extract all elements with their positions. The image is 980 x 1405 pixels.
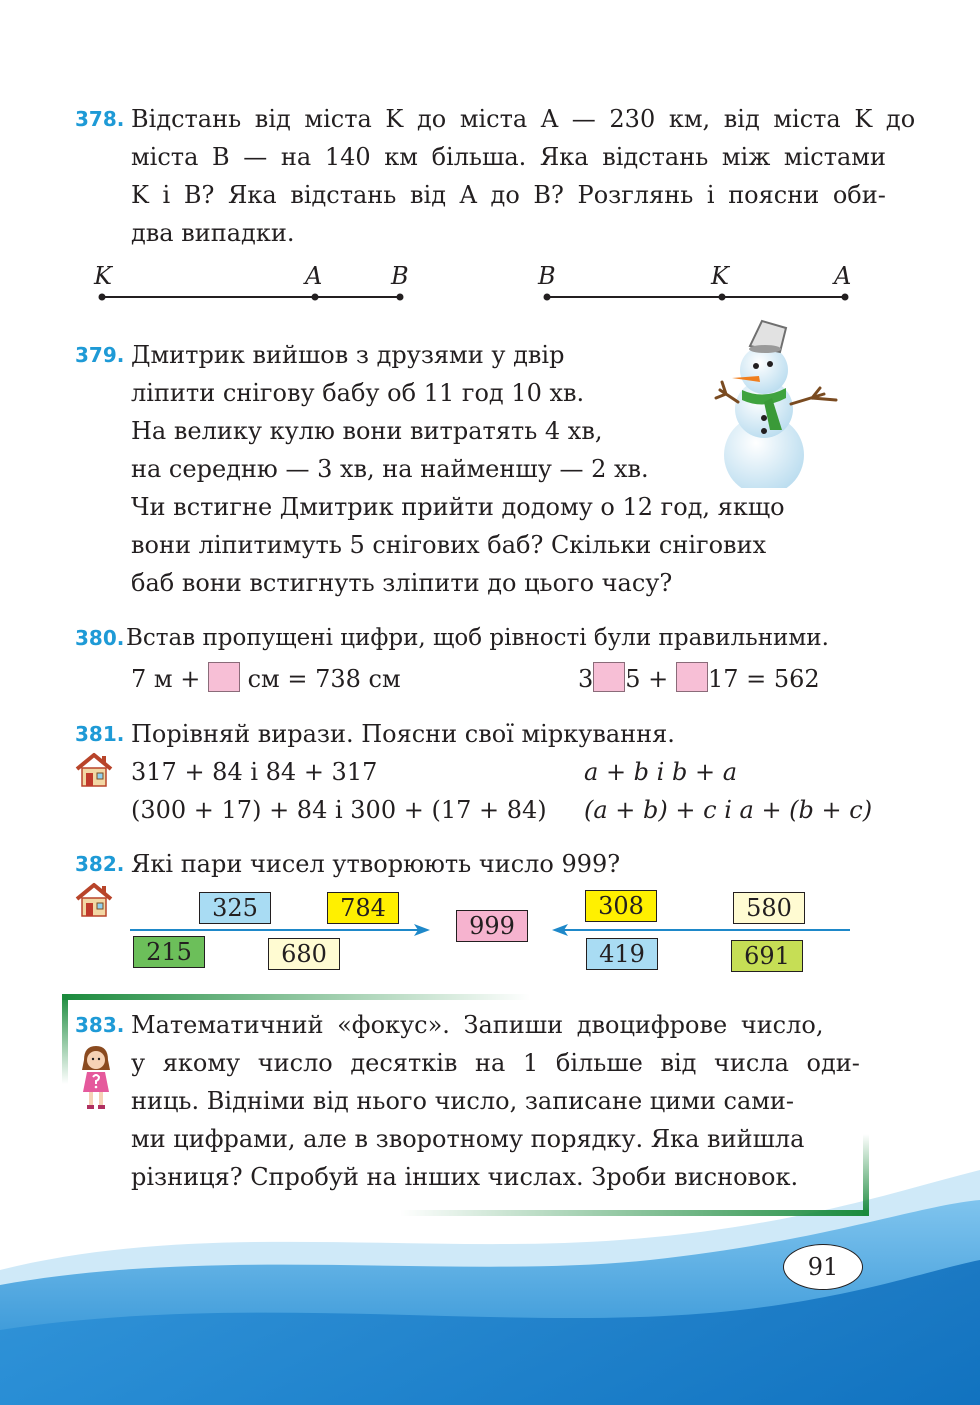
blank-box[interactable] bbox=[593, 662, 625, 692]
problem-383-line-2: у якому число десятків на 1 більше від числа оди- bbox=[131, 1049, 860, 1077]
frame-left-bar bbox=[62, 994, 68, 1084]
expression-2: a + b і b + a bbox=[584, 758, 738, 786]
snowman-icon bbox=[712, 318, 842, 488]
number-card: 680 bbox=[268, 938, 340, 970]
problem-378-line-4: два випадки. bbox=[131, 219, 295, 247]
equation-2-part-a: 3 bbox=[578, 665, 594, 693]
problem-379-line-2: ліпити снігову бабу об 11 год 10 хв. bbox=[131, 379, 585, 407]
page-number: 91 bbox=[807, 1253, 839, 1281]
expression-3: (300 + 17) + 84 і 300 + (17 + 84) bbox=[131, 796, 547, 824]
problem-383-line-5: різниця? Спробуй на інших числах. Зроби висновок. bbox=[131, 1163, 799, 1191]
center-number-card: 999 bbox=[456, 910, 528, 942]
segment-diagram-2 bbox=[535, 285, 855, 305]
point-label-b: B bbox=[538, 262, 556, 290]
point-label-a: A bbox=[305, 262, 323, 290]
point-label-b: B bbox=[391, 262, 409, 290]
problem-383-line-1: Математичний «фокус». Запиши двоцифрове число, bbox=[131, 1011, 824, 1039]
problem-number-379: 379. bbox=[75, 343, 125, 367]
problem-380-text: Встав пропущені цифри, щоб рівності були правильними. bbox=[126, 625, 829, 651]
house-icon bbox=[74, 752, 114, 788]
problem-379-line-4: на середню — 3 хв, на найменшу — 2 хв. bbox=[131, 455, 649, 483]
number-card: 325 bbox=[199, 892, 271, 924]
problem-379-line-6: вони ліпитимуть 5 снігових баб? Скільки снігових bbox=[131, 531, 767, 559]
number-card: 580 bbox=[733, 892, 805, 924]
frame-right-bar bbox=[863, 1134, 869, 1216]
frame-bottom-bar bbox=[400, 1210, 869, 1216]
equation-2-part-c: 17 = 562 bbox=[707, 665, 820, 693]
house-icon bbox=[74, 882, 114, 918]
expression-4: (a + b) + c і a + (b + c) bbox=[584, 796, 873, 824]
problem-381-text: Порівняй вирази. Поясни свої міркування. bbox=[131, 720, 675, 748]
problem-number-378: 378. bbox=[75, 107, 125, 131]
equation-1-part-a: 7 м + bbox=[131, 665, 201, 693]
problem-number-383: 383. bbox=[75, 1013, 125, 1037]
number-card: 691 bbox=[731, 940, 803, 972]
segment-diagram-1 bbox=[90, 285, 410, 305]
equation-1 bbox=[131, 660, 401, 698]
number-card: 419 bbox=[586, 938, 658, 970]
problem-379-line-1: Дмитрик вийшов з друзями у двір bbox=[131, 341, 565, 369]
problem-379-line-5: Чи встигне Дмитрик прийти додому о 12 год, якщо bbox=[131, 493, 785, 521]
problem-378-line-2: міста B — на 140 км більша. Яка відстань між містами bbox=[131, 143, 886, 171]
number-card: 215 bbox=[133, 936, 205, 968]
problem-379-line-7: баб вони встигнуть зліпити до цього часу? bbox=[131, 569, 673, 597]
point-label-k: K bbox=[711, 262, 729, 290]
blank-box[interactable] bbox=[676, 662, 708, 692]
number-card: 784 bbox=[327, 892, 399, 924]
problem-383-line-3: ниць. Відніми від нього число, записане цими сами- bbox=[131, 1087, 795, 1115]
point-label-k: K bbox=[94, 262, 112, 290]
frame-top-bar bbox=[62, 994, 530, 1000]
point-label-a: A bbox=[834, 262, 852, 290]
problem-378-line-1: Відстань від міста K до міста A — 230 км, від міста K до bbox=[131, 105, 916, 133]
equation-2 bbox=[578, 660, 820, 698]
equation-1-part-b: см = 738 см bbox=[247, 665, 401, 693]
problem-number-380: 380. bbox=[75, 626, 125, 650]
problem-382-text: Які пари чисел утворюють число 999? bbox=[131, 850, 621, 878]
blank-box[interactable] bbox=[208, 662, 240, 692]
problem-number-381: 381. bbox=[75, 722, 125, 746]
problem-number-382: 382. bbox=[75, 852, 125, 876]
problem-378-line-3: K і B? Яка відстань від A до B? Розглянь і поясни оби- bbox=[131, 181, 886, 209]
problem-379-line-3: На велику кулю вони витратять 4 хв, bbox=[131, 417, 603, 445]
arrow-left-icon bbox=[550, 922, 852, 938]
problem-383-line-4: ми цифрами, але в зворотному порядку. Яка вийшла bbox=[131, 1125, 805, 1153]
expression-1: 317 + 84 і 84 + 317 bbox=[131, 758, 378, 786]
equation-2-part-b: 5 + bbox=[625, 665, 669, 693]
girl-question-icon bbox=[76, 1044, 116, 1112]
number-card: 308 bbox=[585, 890, 657, 922]
